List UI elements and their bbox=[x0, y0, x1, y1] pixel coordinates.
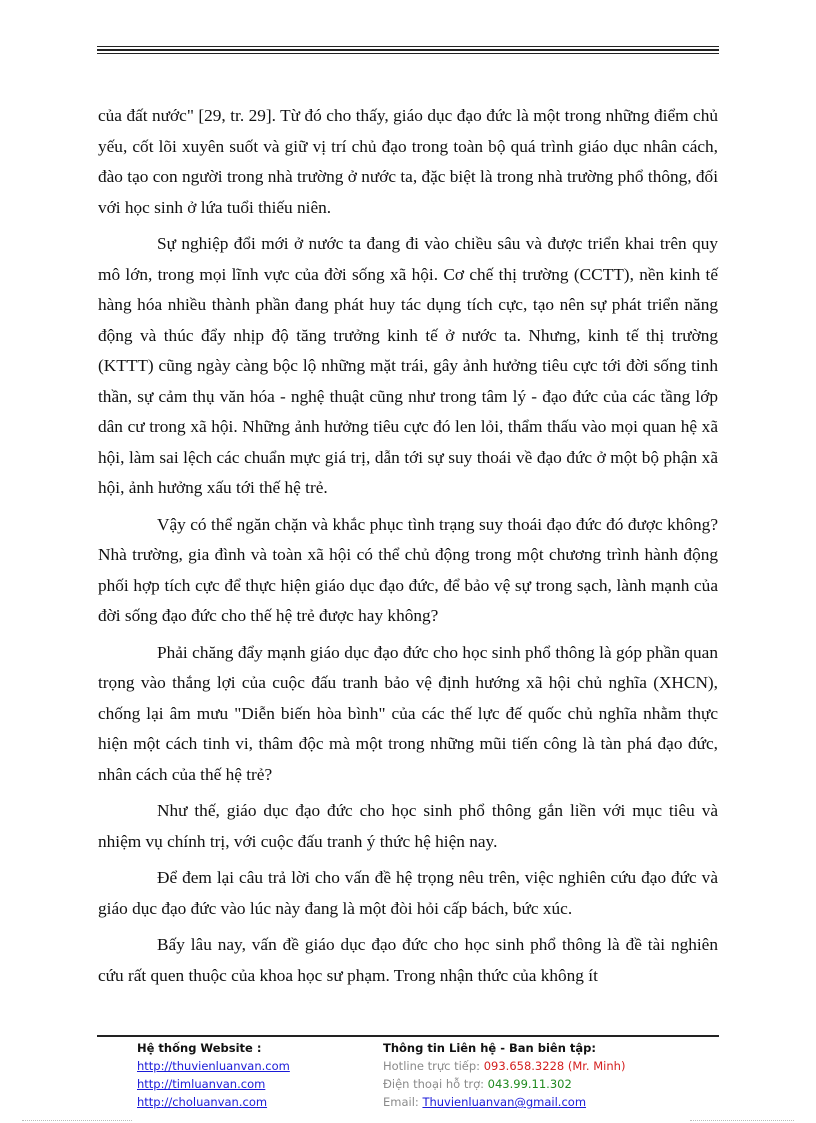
footer-contact-title: Thông tin Liên hệ - Ban biên tập: bbox=[383, 1041, 596, 1055]
footer-websites bbox=[137, 1039, 290, 1111]
hotline-label: Hotline trực tiếp: bbox=[383, 1059, 481, 1073]
website-link-timluanvan[interactable]: http://timluanvan.com bbox=[137, 1077, 266, 1091]
paragraph-1: của đất nước" [29, tr. 29]. Từ đó cho thấy, giáo dục đạo đức là một trong những điểm chủ yếu, cốt lõi xuyên suốt và giữ vị trí chủ đạo trong toàn bộ quá trình giáo dục nhân cách, đào tạo con người trong nhà trường ở nước ta, đặc biệt là trong nhà trường phổ thông, đối với học sinh ở lứa tuổi thiếu niên. bbox=[98, 106, 718, 217]
paragraph-3: Vậy có thể ngăn chặn và khắc phục tình trạng suy thoái đạo đức đó được không? Nhà trường, gia đình và toàn xã hội có thể chủ động trong một chương trình hành động phối hợp tích cực để thực hiện giáo dục đạo đức, để bảo vệ sự trong sạch, lành mạnh của đời sống đạo đức cho thế hệ trẻ được hay không? bbox=[98, 514, 718, 625]
header-rule-top bbox=[97, 46, 719, 47]
footer-dotted-rule-left bbox=[22, 1120, 132, 1121]
email-label: Email: bbox=[383, 1095, 419, 1109]
support-phone-value: 043.99.11.302 bbox=[487, 1077, 572, 1091]
support-phone-label: Điện thoại hỗ trợ: bbox=[383, 1077, 484, 1091]
paragraph-4: Phải chăng đẩy mạnh giáo dục đạo đức cho học sinh phổ thông là góp phần quan trọng vào thắng lợi của cuộc đấu tranh bảo vệ định hướng xã hội chủ nghĩa (XHCN), chống lại âm mưu "Diễn biến hòa bình" của các thế lực đế quốc chủ nghĩa nhằm thực hiện một cách tinh vi, thâm độc mà một trong những mũi tiến công là tàn phá đạo đức, nhân cách của thế hệ trẻ? bbox=[98, 642, 718, 784]
footer-rule bbox=[97, 1035, 719, 1037]
website-link-thuvienluanvan[interactable]: http://thuvienluanvan.com bbox=[137, 1059, 290, 1073]
header-rule-middle bbox=[97, 49, 719, 51]
footer-contact bbox=[383, 1039, 625, 1111]
header-rule-bottom bbox=[97, 53, 719, 54]
footer-websites-title: Hệ thống Website : bbox=[137, 1041, 262, 1055]
paragraph-5: Như thế, giáo dục đạo đức cho học sinh phổ thông gắn liền với mục tiêu và nhiệm vụ chính trị, với cuộc đấu tranh ý thức hệ hiện nay. bbox=[98, 801, 718, 851]
paragraph-7: Bấy lâu nay, vấn đề giáo dục đạo đức cho học sinh phổ thông là đề tài nghiên cứu rất quen thuộc của khoa học sư phạm. Trong nhận thức của không ít bbox=[98, 935, 718, 985]
footer-dotted-rule-right bbox=[690, 1120, 794, 1121]
paragraph-6: Để đem lại câu trả lời cho vấn đề hệ trọng nêu trên, việc nghiên cứu đạo đức và giáo dục đạo đức vào lúc này đang là một đòi hỏi cấp bách, bức xúc. bbox=[98, 868, 718, 918]
website-link-choluanvan[interactable]: http://choluanvan.com bbox=[137, 1095, 268, 1109]
hotline-value: 093.658.3228 (Mr. Minh) bbox=[483, 1059, 626, 1073]
paragraph-2: Sự nghiệp đổi mới ở nước ta đang đi vào chiều sâu và được triển khai trên quy mô lớn, trong mọi lĩnh vực của đời sống xã hội. Cơ chế thị trường (CCTT), nền kinh tế hàng hóa nhiều thành phần đang phát huy tác dụng tích cực, tạo nên sự phát triển năng động và thúc đẩy nhịp độ tăng trưởng kinh tế ở nước ta. Nhưng, kinh tế thị trường (KTTT) cũng ngày càng bộc lộ những mặt trái, gây ảnh hưởng tiêu cực tới đời sống tinh thần, sự cảm thụ văn hóa - nghệ thuật cũng như trong tâm lý - đạo đức của các tầng lớp dân cư trong xã hội. Những ảnh hưởng tiêu cực đó len lỏi, thẩm thấu vào mọi quan hệ xã hội, làm sai lệch các chuẩn mực giá trị, dẫn tới sự suy thoái về đạo đức ở một bộ phận xã hội, ảnh hưởng xấu tới thế hệ trẻ. bbox=[98, 234, 718, 497]
email-link[interactable]: Thuvienluanvan@gmail.com bbox=[422, 1095, 587, 1109]
document-body bbox=[98, 101, 718, 997]
